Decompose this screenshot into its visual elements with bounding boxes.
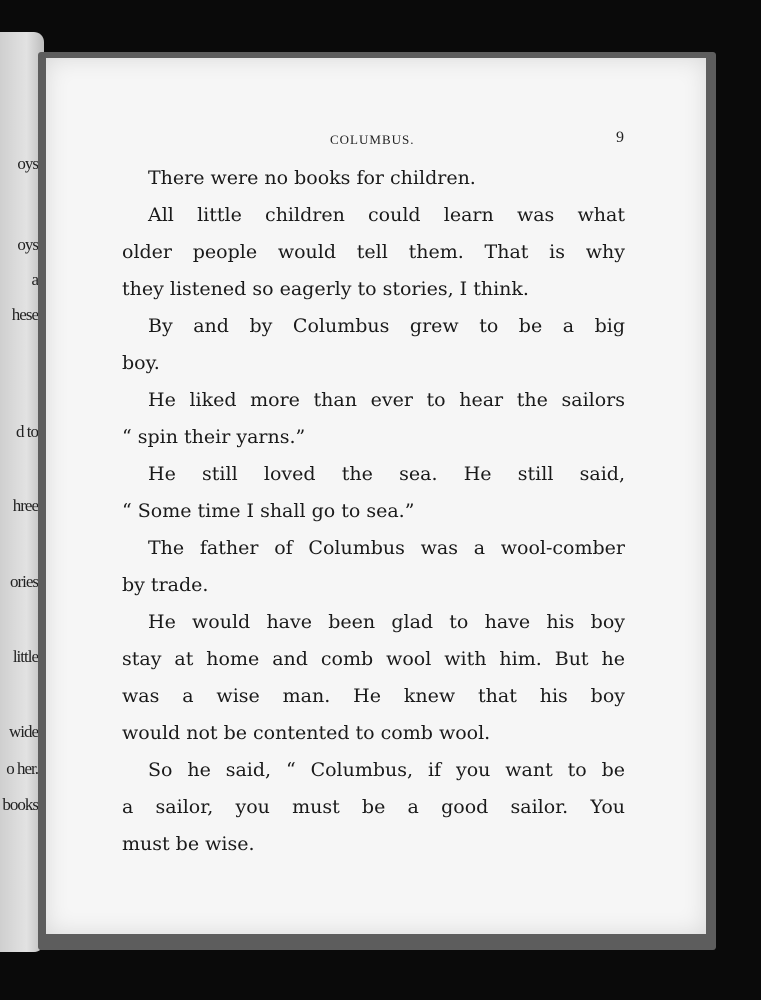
text-line: must be wise. [122, 833, 255, 855]
fragment-text: books [2, 795, 38, 814]
fragment-text: hree [12, 496, 38, 515]
paragraph [122, 382, 625, 456]
text-line: He would have been glad to have his boy [148, 611, 625, 633]
text-line: “ spin their yarns.” [122, 426, 306, 448]
paragraph [122, 752, 625, 863]
text-line: was a wise man. He knew that his boy [122, 685, 625, 707]
text-line: they listened so eagerly to stories, I think. [122, 278, 529, 300]
running-title: COLUMBUS. [330, 132, 415, 147]
paragraph [122, 197, 625, 308]
fragment-text: oys [17, 154, 38, 173]
fragment-text: ories [9, 572, 38, 591]
text-line: He still loved the sea. He still said, [148, 463, 625, 485]
text-line: boy. [122, 352, 160, 374]
body-text [122, 160, 625, 863]
text-line: older people would tell them. That is why [122, 241, 625, 263]
text-line: would not be contented to comb wool. [122, 722, 491, 744]
text-line: There were no books for children. [148, 167, 476, 189]
text-line: stay at home and comb wool with him. But he [122, 648, 625, 670]
fragment-text: d to [16, 422, 38, 441]
paragraph [122, 604, 625, 752]
paragraph [122, 160, 625, 197]
text-line: By and by Columbus grew to be a big [148, 315, 625, 337]
text-line: “ Some time I shall go to sea.” [122, 500, 415, 522]
running-head [46, 129, 706, 152]
fragment-text: hese [11, 305, 38, 324]
page-number: 9 [616, 129, 624, 146]
fragment-text: wide [8, 722, 38, 741]
paragraph [122, 308, 625, 382]
fragment-text: oys [17, 235, 38, 254]
text-line: by trade. [122, 574, 209, 596]
text-line: He liked more than ever to hear the sailors [148, 389, 625, 411]
paragraph [122, 530, 625, 604]
paragraph [122, 456, 625, 530]
book-page [46, 58, 706, 934]
fragment-text: o her. [6, 759, 38, 778]
fragment-text: a [31, 270, 38, 289]
text-line: All little children could learn was what [148, 204, 625, 226]
text-line: a sailor, you must be a good sailor. You [122, 796, 625, 818]
fragment-text: little [12, 647, 38, 666]
text-line: So he said, “ Columbus, if you want to be [148, 759, 625, 781]
text-line: The father of Columbus was a wool-comber [148, 537, 625, 559]
